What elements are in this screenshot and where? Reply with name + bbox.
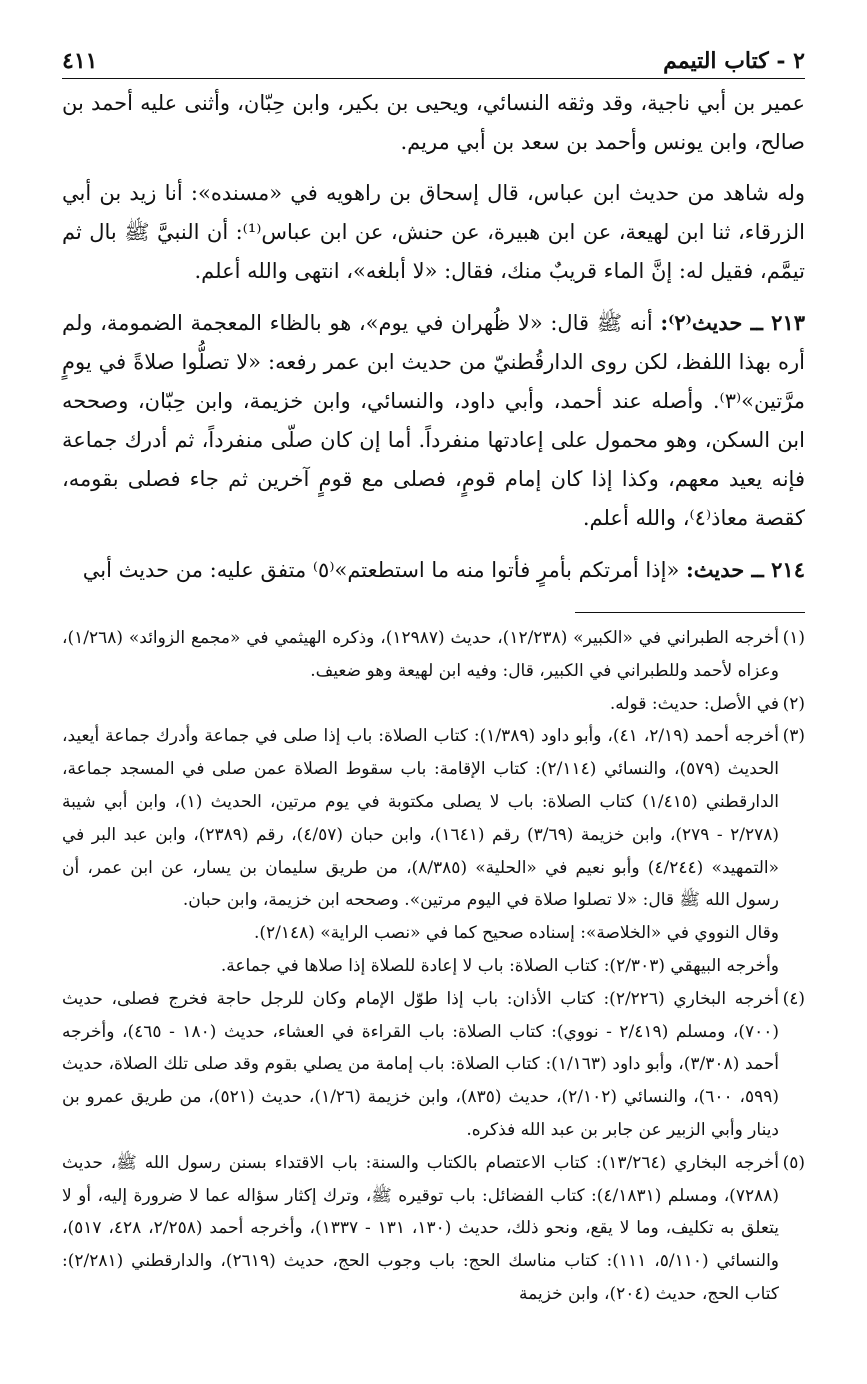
hadith-213-label: ٢١٣ ــ حديث⁽٢⁾: (660, 310, 806, 335)
footnote-number: (٥) (782, 1152, 805, 1173)
page-number: ٤١١ (62, 48, 98, 74)
chapter-title: ٢ - كتاب التيمم (663, 48, 805, 74)
footnote-number: (٣) (782, 726, 805, 747)
footnote-text: وقال النووي في «الخلاصة»: إسناده صحيح كما في «نصب الراية» (٢/١٤٨). (253, 923, 779, 944)
main-text (62, 84, 805, 602)
footnote-text: وأخرجه البيهقي (٢/٣٠٣): كتاب الصلاة: باب لا إعادة للصلاة إذا صلاها في جماعة. (220, 955, 779, 976)
page-header (62, 40, 805, 79)
hadith-213 (62, 303, 805, 538)
footnote (62, 688, 805, 721)
footnote (62, 622, 805, 688)
footnote (62, 983, 805, 1147)
hadith-214-label: ٢١٤ ــ حديث: (686, 557, 805, 582)
footnote-text: أخرجه البخاري (٢/٢٢٦): كتاب الأذان: باب إذا طوّل الإمام وكان للرجل حاجة فخرج فصلى، حديث (٧٠٠)، ومسلم (٢/٤١٩ - نووي): كتاب الصلاة: باب القراءة في العشاء، حديث (١٨٠ - ٤٦٥)، وأخرجه أحمد (٣/٣٠٨)، وأبو داود (١/١٦٣): كتاب الصلاة: باب إمامة من يصلي بقوم وقد صلى تلك الصلاة، حديث (٥٩٩، ٦٠٠)، والنسائي (٢/١٠٢)، حديث (٨٣٥)، وابن خزيمة (١/٢٦)، حديث (٥٢١)، من طريق عمرو بن دينار وأبي الزبير عن جابر بن عبد الله فذكره. (62, 988, 780, 1140)
hadith-213-text: أنه ﷺ قال: «لا ظُهران في يوم»، هو بالظاء المعجمة الضمومة، ولم أره بهذا اللفظ، لكن روى الدارقُطنيّ من حديث ابن عمر رفعه: «لا تصلُّوا صلاةً في يومٍ مرَّتين»⁽٣⁾. وأصله عند أحمد، وأبي داود، والنسائي، وابن خزيمة، وابن حِبّان، وصححه ابن السكن، وهو محمول على إعادتها منفرداً. أما إن كان صلّى منفرداً، ثم أدرك جماعة فإنه يعيد معهم، وكذا إذا كان إمام قومٍ، فصلى مع قومٍ آخرين ثم جاء فصلى بقومه، كقصة معاذ⁽٤⁾، والله أعلم. (62, 311, 805, 530)
footnote-text: في الأصل: حديث: قوله. (609, 693, 779, 714)
footnote-body (62, 1147, 779, 1311)
footnote-body (62, 983, 779, 1147)
footnote-number: (٢) (782, 693, 805, 714)
footnote-number: (٤) (782, 988, 805, 1009)
footnotes (62, 622, 805, 1311)
paragraph-1: عمير بن أبي ناجية، وقد وثقه النسائي، ويحيى بن بكير، وابن حِبّان، وأثنى عليه أحمد بن صالح، وابن يونس وأحمد بن سعد بن أبي مريم. (62, 91, 805, 154)
footnote-text: أخرجه البخاري (١٣/٢٦٤): كتاب الاعتصام بالكتاب والسنة: باب الاقتداء بسنن رسول الله ﷺ، حديث (٧٢٨٨)، ومسلم (٤/١٨٣١): كتاب الفضائل: باب توقيره ﷺ، وترك إكثار سؤاله عما لا ضرورة إليه، أو لا يتعلق به تكليف، وما لا يقع، ونحو ذلك، حديث (١٣٠، ١٣١ - ١٣٣٧)، وأخرجه أحمد (٢/٢٥٨، ٤٢٨، ٥١٧)، والنسائي (٥/١١٠، ١١١): كتاب مناسك الحج: باب وجوب الحج، حديث (٢٦١٩)، والدارقطني (٢/٢٨١): كتاب الحج، حديث (٢٠٤)، وابن خزيمة (62, 1152, 780, 1304)
footnote-number: (١) (782, 628, 805, 648)
footnote-text: أخرجه الطبراني في «الكبير» (١٢/٢٣٨)، حديث (١٢٩٨٧)، وذكره الهيثمي في «مجمع الزوائد» (١/٢٦٨)، وعزاه لأحمد وللطبراني في الكبير، قال: وفيه ابن لهيعة وهو ضعيف. (62, 628, 779, 681)
footnote-body (62, 720, 779, 982)
footnote (62, 1147, 805, 1311)
paragraph-2: وله شاهد من حديث ابن عباس، قال إسحاق بن راهويه في «مسنده»: أنا زيد بن أبي الزرقاء، ثنا ابن لهيعة، عن ابن هبيرة، عن حنش، عن ابن عباس⁽¹⁾: أن النبيَّ ﷺ بال ثم تيمَّم، فقيل له: إنَّ الماء قريبٌ منك، فقال: «لا أبلغه»، انتهى والله أعلم. (62, 181, 806, 283)
footnote-body (62, 622, 779, 688)
footnote-divider (575, 612, 805, 613)
hadith-214-text: «إذا أمرتكم بأمرٍ فأتوا منه ما استطعتم»⁽٥⁾ متفق عليه: من حديث أبي (82, 558, 680, 582)
footnote-text: أخرجه أحمد (٢/١٩، ٤١)، وأبو داود (١/٣٨٩): كتاب الصلاة: باب إذا صلى في جماعة وأدرك جماعة أيعيد، الحديث (٥٧٩)، والنسائي (٢/١١٤): كتاب الإقامة: باب سقوط الصلاة عمن صلى في المسجد جماعة، الدارقطني (١/٤١٥) كتاب الصلاة: باب لا يصلى مكتوبة في يوم مرتين، الحديث (١)، وابن أبي شيبة (٢/٢٧٨ - ٢٧٩)، وابن خزيمة (٣/٦٩) رقم (١٦٤١)، وابن حبان (٤/٥٧)، رقم (٢٣٨٩)، وابن عبد البر في «التمهيد» (٤/٢٤٤) وأبو نعيم في «الحلية» (٨/٣٨٥)، من طريق سليمان بن يسار، عن ابن عمر، أن رسول الله ﷺ قال: «لا تصلوا صلاة في اليوم مرتين». وصححه ابن خزيمة، وابن حبان. (62, 726, 780, 911)
footnote (62, 720, 805, 982)
hadith-214 (62, 550, 805, 590)
footnote-body (62, 688, 779, 721)
